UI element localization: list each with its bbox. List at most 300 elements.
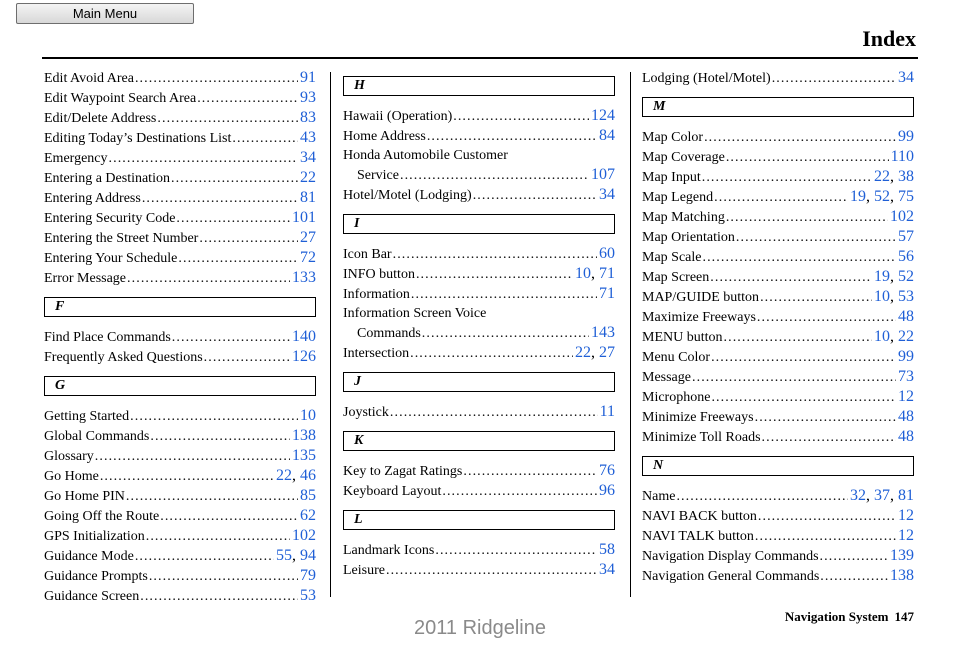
page-link[interactable]: 34 <box>300 149 316 166</box>
index-entry <box>44 446 316 466</box>
page-refs <box>575 343 615 363</box>
leader-dots <box>442 482 597 501</box>
page-link[interactable]: 75 <box>898 188 914 205</box>
index-entry <box>44 586 316 606</box>
leader-dots <box>157 109 298 128</box>
page-link[interactable]: 55 <box>276 547 292 564</box>
index-entry <box>642 526 914 546</box>
page-refs <box>300 168 316 188</box>
index-entry <box>44 347 316 367</box>
page-refs <box>300 108 316 128</box>
leader-dots <box>453 107 589 126</box>
page-refs <box>300 68 316 88</box>
leader-dots <box>149 567 298 586</box>
leader-dots <box>135 547 274 566</box>
index-entry <box>642 347 914 367</box>
index-entry <box>343 343 615 363</box>
page-link[interactable]: 52 <box>898 268 914 285</box>
page-refs <box>300 486 316 506</box>
index-term: Hawaii (Operation) <box>343 109 453 124</box>
index-term: INFO button <box>343 267 415 282</box>
page-refs <box>850 486 914 506</box>
page-separator: , <box>591 344 599 361</box>
index-entry <box>44 108 316 128</box>
index-entry <box>343 323 615 343</box>
index-term: Error Message <box>44 271 127 286</box>
leader-dots <box>410 344 573 363</box>
index-entry <box>642 267 914 287</box>
page-title: Index <box>862 26 916 51</box>
page-refs <box>292 426 316 446</box>
page-refs <box>599 560 615 580</box>
page-link[interactable]: 138 <box>292 427 316 444</box>
page-link[interactable]: 46 <box>300 467 316 484</box>
watermark: 2011 Ridgeline <box>414 617 546 639</box>
page-link[interactable]: 57 <box>898 228 914 245</box>
index-entry <box>343 481 615 501</box>
index-entry <box>44 68 316 88</box>
index-entry <box>343 461 615 481</box>
leader-dots <box>736 228 896 247</box>
index-entry <box>642 127 914 147</box>
page-separator: , <box>890 168 898 185</box>
leader-dots <box>692 368 896 387</box>
leader-dots <box>171 169 298 188</box>
page-link[interactable]: 101 <box>292 209 316 226</box>
index-entry <box>642 147 914 167</box>
page-link[interactable]: 62 <box>300 507 316 524</box>
index-entry <box>642 307 914 327</box>
leader-dots <box>197 89 298 108</box>
index-term: Microphone <box>642 390 711 405</box>
index-entry <box>44 406 316 426</box>
index-term: Global Commands <box>44 429 150 444</box>
index-term: Lodging (Hotel/Motel) <box>642 71 771 86</box>
page-link[interactable]: 93 <box>300 89 316 106</box>
index-entry <box>642 227 914 247</box>
index-entry <box>44 506 316 526</box>
page-link[interactable]: 52 <box>874 188 890 205</box>
leader-dots <box>390 403 598 422</box>
page-separator: , <box>890 328 898 345</box>
index-entry <box>343 106 615 126</box>
page-link[interactable]: 96 <box>599 482 615 499</box>
index-entry <box>343 560 615 580</box>
page-refs <box>292 208 316 228</box>
index-entry <box>343 185 615 205</box>
leader-dots <box>820 547 888 566</box>
page-link[interactable]: 71 <box>599 285 615 302</box>
index-term: Message <box>642 370 691 385</box>
index-term: Entering a Destination <box>44 171 170 186</box>
leader-dots <box>711 348 896 367</box>
leader-dots <box>400 166 589 185</box>
index-entry <box>642 167 914 187</box>
index-term-line: Information Screen Voice <box>343 306 487 321</box>
page-refs <box>850 187 914 207</box>
leader-dots <box>100 467 274 486</box>
page-refs <box>890 566 914 586</box>
page-refs <box>600 402 615 422</box>
leader-dots <box>676 487 848 506</box>
leader-dots <box>150 427 290 446</box>
page-refs <box>300 566 316 586</box>
page-refs <box>898 247 914 267</box>
section-header-g: G <box>44 376 316 396</box>
index-term: Icon Bar <box>343 247 392 262</box>
page-refs <box>898 347 914 367</box>
title-rule <box>42 57 918 59</box>
page-link[interactable]: 12 <box>898 527 914 544</box>
index-term: Glossary <box>44 449 94 464</box>
leader-dots <box>160 507 298 526</box>
index-term: Edit Waypoint Search Area <box>44 91 197 106</box>
page-link[interactable]: 138 <box>890 567 914 584</box>
leader-dots <box>435 541 597 560</box>
index-entry <box>343 165 615 185</box>
leader-dots <box>760 288 872 307</box>
page-link[interactable]: 27 <box>300 229 316 246</box>
index-term: Emergency <box>44 151 108 166</box>
page-link[interactable]: 99 <box>898 348 914 365</box>
index-term: Leisure <box>343 563 385 578</box>
leader-dots <box>755 408 896 427</box>
page-link[interactable]: 84 <box>599 127 615 144</box>
page-link[interactable]: 53 <box>898 288 914 305</box>
page-link[interactable]: 27 <box>599 344 615 361</box>
page-refs <box>300 506 316 526</box>
page-link[interactable]: 124 <box>591 107 615 124</box>
page-refs <box>575 264 615 284</box>
page-separator: , <box>866 188 874 205</box>
page-separator: , <box>591 265 599 282</box>
page-link[interactable]: 43 <box>300 129 316 146</box>
page-refs <box>591 165 615 185</box>
index-entry <box>44 566 316 586</box>
index-entry <box>44 526 316 546</box>
page-refs <box>300 406 316 426</box>
main-menu-button[interactable]: Main Menu <box>16 3 194 24</box>
section-header-l: L <box>343 510 615 530</box>
leader-dots <box>126 487 298 506</box>
page-link[interactable]: 10 <box>874 328 890 345</box>
leader-dots <box>140 587 298 606</box>
index-entry <box>642 486 914 506</box>
index-entry <box>642 506 914 526</box>
index-term: Home Address <box>343 129 426 144</box>
index-term: Map Screen <box>642 270 710 285</box>
leader-dots <box>473 186 597 205</box>
leader-dots <box>146 527 290 546</box>
page-link[interactable]: 79 <box>300 567 316 584</box>
section-header-m: M <box>642 97 914 117</box>
page-link[interactable]: 58 <box>599 541 615 558</box>
page-refs <box>898 387 914 407</box>
page-link[interactable]: 19 <box>874 268 890 285</box>
index-term: Name <box>642 489 676 504</box>
page-link[interactable]: 10 <box>575 265 591 282</box>
index-entry <box>642 546 914 566</box>
page-refs <box>300 148 316 168</box>
index-entry <box>44 268 316 288</box>
page-link[interactable]: 22 <box>300 169 316 186</box>
leader-dots <box>130 407 298 426</box>
leader-dots <box>95 447 290 466</box>
index-term: Hotel/Motel (Lodging) <box>343 188 472 203</box>
page-link[interactable]: 34 <box>599 186 615 203</box>
index-term: Going Off the Route <box>44 509 160 524</box>
index-term: Frequently Asked Questions <box>44 350 203 365</box>
leader-dots <box>710 268 872 287</box>
index-entry <box>642 287 914 307</box>
index-term: Getting Started <box>44 409 130 424</box>
page-link[interactable]: 22 <box>575 344 591 361</box>
footer-label: Navigation System <box>784 609 889 624</box>
page-refs <box>591 323 615 343</box>
index-term: Service <box>357 168 399 183</box>
page-link[interactable]: 143 <box>591 324 615 341</box>
index-entry <box>44 546 316 566</box>
leader-dots <box>702 168 872 187</box>
index-entry <box>642 566 914 586</box>
index-term: Go Home PIN <box>44 489 125 504</box>
index-entry <box>44 327 316 347</box>
page-refs <box>276 546 316 566</box>
index-entry <box>642 68 914 88</box>
page-separator: , <box>292 547 300 564</box>
index-term: Intersection <box>343 346 410 361</box>
page-link[interactable]: 135 <box>292 447 316 464</box>
page-link[interactable]: 81 <box>300 189 316 206</box>
page-link[interactable]: 102 <box>890 208 914 225</box>
page-refs <box>599 481 615 501</box>
index-entry <box>642 387 914 407</box>
page-link[interactable]: 94 <box>300 547 316 564</box>
page-link[interactable]: 34 <box>898 69 914 86</box>
section-header-j: J <box>343 372 615 392</box>
page-link[interactable]: 12 <box>898 388 914 405</box>
page-link[interactable]: 72 <box>300 249 316 266</box>
index-entry <box>44 426 316 446</box>
page-link[interactable]: 10 <box>874 288 890 305</box>
index-term: Map Scale <box>642 250 702 265</box>
page-link[interactable]: 19 <box>850 188 866 205</box>
page-link[interactable]: 81 <box>898 487 914 504</box>
page-refs <box>898 427 914 447</box>
page-link[interactable]: 12 <box>898 507 914 524</box>
index-term: Guidance Screen <box>44 589 140 604</box>
page-link[interactable]: 56 <box>898 248 914 265</box>
index-term: Edit/Delete Address <box>44 111 157 126</box>
section-header-k: K <box>343 431 615 451</box>
index-term: Key to Zagat Ratings <box>343 464 463 479</box>
leader-dots <box>393 245 597 264</box>
page-link[interactable]: 107 <box>591 166 615 183</box>
leader-dots <box>427 127 597 146</box>
index-term: Commands <box>357 326 421 341</box>
index-term-line: Honda Automobile Customer <box>343 148 508 163</box>
leader-dots <box>178 249 298 268</box>
page-refs <box>300 248 316 268</box>
index-entry <box>44 128 316 148</box>
leader-dots <box>172 328 290 347</box>
page-refs <box>898 127 914 147</box>
index-entry <box>44 228 316 248</box>
leader-dots <box>109 149 299 168</box>
index-term: Map Legend <box>642 190 714 205</box>
index-term: Go Home <box>44 469 99 484</box>
page-refs <box>300 88 316 108</box>
page-refs <box>874 267 914 287</box>
page-link[interactable]: 76 <box>599 462 615 479</box>
page-link[interactable]: 102 <box>292 527 316 544</box>
index-term: Map Orientation <box>642 230 735 245</box>
index-term: Edit Avoid Area <box>44 71 134 86</box>
page-refs <box>874 327 914 347</box>
page-link[interactable]: 48 <box>898 428 914 445</box>
page-link[interactable]: 32 <box>850 487 866 504</box>
leader-dots <box>772 69 896 88</box>
index-term: Map Coverage <box>642 150 725 165</box>
index-term: Maximize Freeways <box>642 310 756 325</box>
index-term: Keyboard Layout <box>343 484 442 499</box>
page-refs <box>300 586 316 606</box>
page-link[interactable]: 53 <box>300 587 316 604</box>
index-entry <box>642 207 914 227</box>
page-link[interactable]: 71 <box>599 265 615 282</box>
page-refs <box>599 185 615 205</box>
page-link[interactable]: 37 <box>874 487 890 504</box>
section-header-h: H <box>343 76 615 96</box>
index-entry <box>44 486 316 506</box>
page-link[interactable]: 140 <box>292 328 316 345</box>
index-term: NAVI TALK button <box>642 529 754 544</box>
index-entry <box>343 540 615 560</box>
page-link[interactable]: 48 <box>898 408 914 425</box>
page-link[interactable]: 83 <box>300 109 316 126</box>
index-term: Editing Today’s Destinations List <box>44 131 232 146</box>
page-refs <box>898 367 914 387</box>
index-term: Entering the Street Number <box>44 231 199 246</box>
index-term: Map Input <box>642 170 701 185</box>
page-link[interactable]: 22 <box>898 328 914 345</box>
index-entry <box>44 208 316 228</box>
page-link[interactable]: 99 <box>898 128 914 145</box>
page-refs <box>276 466 316 486</box>
page-link[interactable]: 11 <box>599 403 615 420</box>
index-entry <box>343 244 615 264</box>
page-link[interactable]: 139 <box>890 547 914 564</box>
page-link[interactable]: 85 <box>300 487 316 504</box>
index-term: Guidance Mode <box>44 549 134 564</box>
page-refs <box>300 128 316 148</box>
index-term: MAP/GUIDE button <box>642 290 760 305</box>
index-entry <box>642 327 914 347</box>
page-link[interactable]: 22 <box>874 168 890 185</box>
leader-dots <box>199 229 298 248</box>
leader-dots <box>762 428 896 447</box>
page-refs <box>898 68 914 88</box>
index-column-2 <box>343 68 615 580</box>
leader-dots <box>714 188 848 207</box>
index-entry <box>642 367 914 387</box>
page-link[interactable]: 10 <box>300 407 316 424</box>
page-separator: , <box>292 467 300 484</box>
page-separator: , <box>866 487 874 504</box>
leader-dots <box>726 208 888 227</box>
leader-dots <box>758 507 896 526</box>
index-entry <box>642 407 914 427</box>
leader-dots <box>176 209 290 228</box>
page-refs <box>898 407 914 427</box>
leader-dots <box>204 348 290 367</box>
page-separator: , <box>890 188 898 205</box>
page-refs <box>874 287 914 307</box>
column-divider <box>330 72 331 597</box>
index-entry <box>642 247 914 267</box>
leader-dots <box>232 129 298 148</box>
index-term: Menu Color <box>642 350 711 365</box>
page-refs <box>891 147 914 167</box>
page-refs <box>898 506 914 526</box>
page-refs <box>599 126 615 146</box>
page-link[interactable]: 73 <box>898 368 914 385</box>
page-link[interactable]: 22 <box>276 467 292 484</box>
index-entry <box>343 402 615 422</box>
index-term: Landmark Icons <box>343 543 435 558</box>
page-refs <box>300 228 316 248</box>
page-refs <box>898 307 914 327</box>
page-link[interactable]: 126 <box>292 348 316 365</box>
section-header-i: I <box>343 214 615 234</box>
leader-dots <box>711 388 896 407</box>
leader-dots <box>704 128 896 147</box>
page-link[interactable]: 110 <box>890 148 914 165</box>
page-link[interactable]: 38 <box>898 168 914 185</box>
index-term: Navigation Display Commands <box>642 549 819 564</box>
leader-dots <box>416 265 573 284</box>
page-refs <box>898 227 914 247</box>
index-term: Map Color <box>642 130 704 145</box>
index-column-1 <box>44 68 316 606</box>
index-term: Guidance Prompts <box>44 569 148 584</box>
page-refs <box>300 188 316 208</box>
index-term: Entering Your Schedule <box>44 251 178 266</box>
leader-dots <box>135 69 298 88</box>
page-refs <box>890 546 914 566</box>
index-term: Entering Address <box>44 191 141 206</box>
page-refs <box>591 106 615 126</box>
page-refs <box>898 526 914 546</box>
page-separator: , <box>890 487 898 504</box>
page-separator: , <box>890 288 898 305</box>
page-refs <box>292 327 316 347</box>
page-number: 147 <box>894 609 914 624</box>
page-link[interactable]: 133 <box>292 269 316 286</box>
leader-dots <box>127 269 290 288</box>
page-link[interactable]: 48 <box>898 308 914 325</box>
page-link[interactable]: 60 <box>599 245 615 262</box>
index-term: MENU button <box>642 330 723 345</box>
page-link[interactable]: 34 <box>599 561 615 578</box>
index-entry <box>44 88 316 108</box>
index-entry <box>44 168 316 188</box>
page-link[interactable]: 91 <box>300 69 316 86</box>
index-entry <box>343 284 615 304</box>
leader-dots <box>724 328 873 347</box>
index-term: GPS Initialization <box>44 529 145 544</box>
page-refs <box>599 244 615 264</box>
